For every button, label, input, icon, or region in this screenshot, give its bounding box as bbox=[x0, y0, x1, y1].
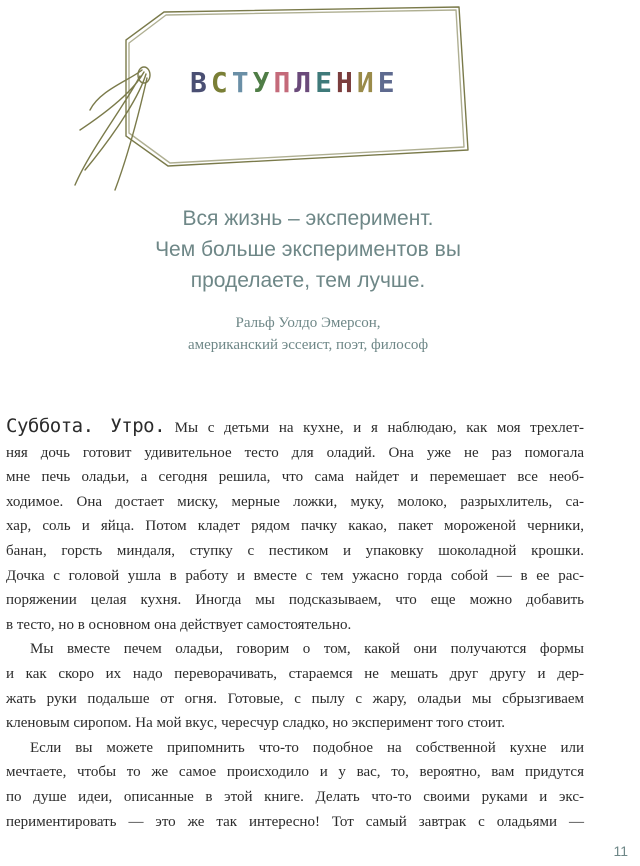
epigraph-line: Чем больше экспериментов вы bbox=[155, 238, 461, 261]
body-line: Мы вместе печем оладьи, говорим о том, какой они получаются формы bbox=[30, 641, 584, 658]
section-heading bbox=[190, 66, 399, 99]
body-line-text: Мы с детьми на кухне, и я наблюдаю, как моя трехлет- bbox=[174, 420, 584, 436]
heading-letter: И bbox=[356, 66, 378, 99]
epigraph-line: проделаете, тем лучше. bbox=[190, 269, 426, 292]
body-line: кленовым сиропом. На мой вкус, чересчур сладко, но эксперимент того стоит. bbox=[6, 715, 506, 732]
heading-letter: Т bbox=[231, 66, 253, 99]
body-line: по душе идеи, описанные в этой книге. Делать что-то своими руками и экс- bbox=[6, 788, 584, 805]
body-line: Дочка с головой ушла в работу и вместе с тем ужасно горда собой — в ее рас- bbox=[6, 567, 584, 584]
page-number: 11 bbox=[613, 843, 628, 859]
body-line: няя дочь готовит удивительное тесто для оладий. Она уже не раз помогала bbox=[6, 444, 584, 461]
heading-letter: П bbox=[273, 66, 295, 99]
heading-letter: Л bbox=[294, 66, 316, 99]
heading-letter: Н bbox=[336, 66, 357, 99]
epigraph-attribution bbox=[90, 312, 526, 356]
body-line: банан, горсть миндаля, ступку с пестиком и упаковку шоколадной крошки. bbox=[6, 542, 584, 559]
epigraph-line: Вся жизнь – эксперимент. bbox=[182, 207, 434, 230]
heading-letter: Е bbox=[377, 66, 399, 99]
body-line: ходимое. Она достает миску, мерные ложки, муку, молоко, разрыхлитель, са- bbox=[6, 493, 584, 510]
body-line: периментировать — это же так интересно! Тот самый завтрак с оладьями — bbox=[6, 813, 584, 830]
body-line: поряжении целая кухня. Иногда мы подсказываем, что еще можно добавить bbox=[6, 592, 584, 609]
heading-letter: В bbox=[190, 66, 211, 99]
tag-illustration bbox=[30, 0, 500, 200]
lead-in: Суббота. Утро. bbox=[6, 415, 166, 437]
body-line: жать руки подальше от огня. Готовые, с пылу с жару, оладьи мы сбрызгиваем bbox=[6, 690, 584, 707]
epigraph-quote bbox=[90, 203, 526, 296]
body-line: Если вы можете припомнить что-то подобное на собственной кухне или bbox=[30, 739, 584, 756]
body-line bbox=[6, 414, 584, 441]
body-line: и как скоро их надо переворачивать, стараемся не мешать друг другу и дер- bbox=[6, 665, 584, 682]
attribution-line: американский эссеист, поэт, философ bbox=[187, 337, 429, 353]
heading-letter: У bbox=[252, 66, 274, 99]
body-text bbox=[6, 414, 584, 834]
body-line: мне печь оладьи, а сегодня решила, что сама найдет и перемешает все необ- bbox=[6, 469, 584, 486]
heading-letter: Е bbox=[315, 66, 337, 99]
body-line: в тесто, но в основном она действует самостоятельно. bbox=[6, 616, 352, 633]
body-line: хар, соль и яйца. Потом кладет рядом пачку какао, пакет мороженой черники, bbox=[6, 518, 584, 535]
attribution-line: Ральф Уолдо Эмерсон, bbox=[235, 315, 381, 331]
heading-letter: С bbox=[210, 66, 232, 99]
body-line: мечтаете, чтобы то же самое происходило и у вас, то, вероятно, вам придутся bbox=[6, 764, 584, 781]
